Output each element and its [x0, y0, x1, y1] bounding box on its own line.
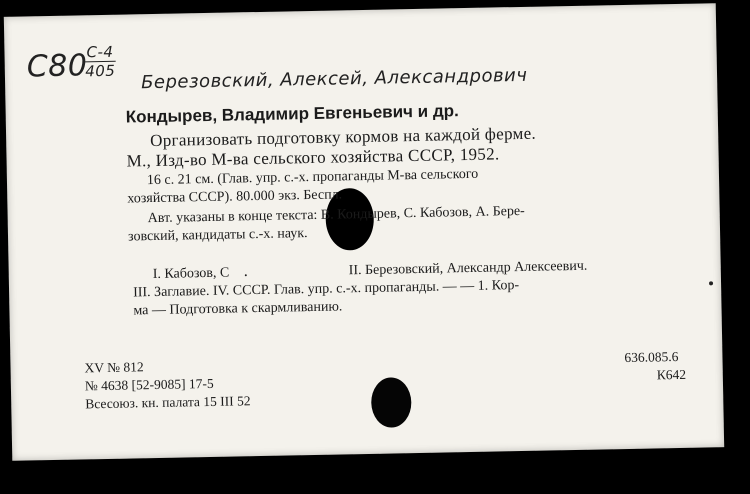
tracing-line-3: ма — Подготовка к скармливанию.	[133, 299, 343, 319]
handwritten-author: Березовский, Алексей, Александрович	[140, 64, 528, 94]
record-publication: М., Изд-во М-ва сельского хозяйства СССР, 1952.	[126, 144, 500, 171]
fraction-top: С-4	[84, 43, 115, 63]
speck	[709, 281, 713, 285]
tracing-line-1b: II. Березовский, Александр Алексеевич.	[348, 258, 588, 279]
class-number: 636.085.6	[624, 348, 679, 366]
record-author: Кондырев, Владимир Евгеньевич и др.	[125, 101, 459, 127]
record-physical-2: хозяйства СССР). 80.000 экз. Беспл.	[127, 187, 343, 207]
tracing-line-2: III. Заглавие. IV. СССР. Глав. упр. с.-х. пропаганды. — — 1. Кор-	[132, 278, 520, 301]
record-physical-1: 16 с. 21 см. (Глав. упр. с.-х. пропаганды М-ва сельского	[146, 166, 479, 189]
author-mark: К642	[656, 366, 687, 383]
record-note-2: зовский, кандидаты с.-х. наук.	[127, 226, 308, 245]
record-title: Организовать подготовку кормов на каждой ферме.	[150, 123, 537, 151]
tracing-line-1a: I. Кабозов, С	[152, 265, 230, 283]
record-note-1: Авт. указаны в конце текста: В. Кондырев, С. Кабозов, А. Бере-	[147, 203, 525, 227]
speck	[245, 274, 247, 276]
handwritten-fraction	[84, 43, 116, 81]
handwritten-call-number: С80	[26, 48, 88, 85]
punch-hole	[371, 377, 412, 428]
footer-line-2: № 4638 [52-9085] 17-5	[84, 375, 214, 394]
fraction-bottom: 405	[85, 61, 116, 81]
footer-line-3: Всесоюз. кн. палата 15 III 52	[85, 393, 251, 412]
footer-line-1: XV № 812	[84, 359, 144, 376]
catalog-card	[4, 3, 724, 461]
